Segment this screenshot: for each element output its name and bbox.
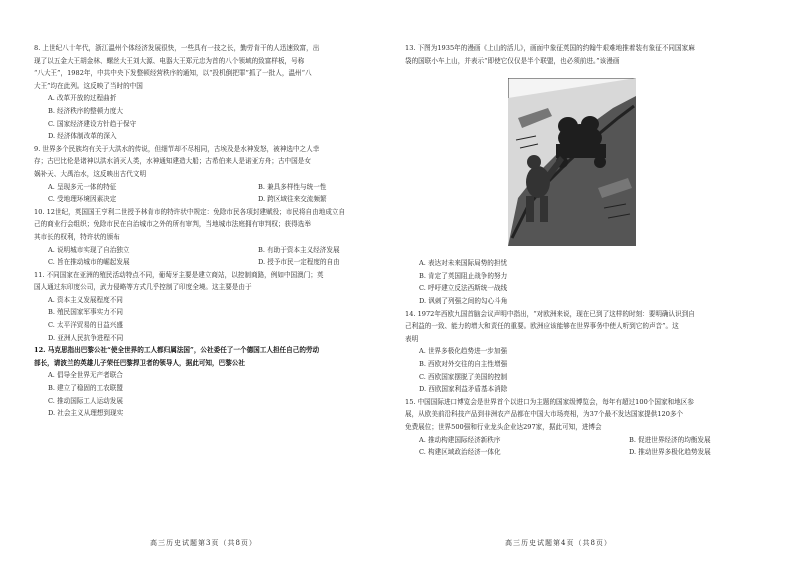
q9-option-b: B. 兼具多样性与统一性 bbox=[258, 182, 327, 191]
q14-stem-line-1: 14. 1972年西欧九国首脑会议声明中指出，“对欧洲来说，现在已到了这样的时刻：要明确认识到自 bbox=[405, 309, 695, 318]
q13-option-b: B. 肯定了英国阻止战争的努力 bbox=[419, 271, 508, 280]
q15-stem-line-2: 展，从欧美前沿科技产品到非洲农产品都在中国大市场亮相，为37个最不发达国家提供120多个 bbox=[405, 410, 684, 419]
q15-option-a: A. 推动构建国际经济新秩序 bbox=[419, 435, 501, 444]
q12-option-d: D. 社会主义从理想到现实 bbox=[48, 409, 124, 418]
page-footer-left: 高三历史试题第3页（共8页） bbox=[150, 539, 257, 547]
q8-option-a: A. 改革开放的过程曲折 bbox=[48, 94, 117, 103]
q10-stem-line-1: 10. 12世纪，英国国王亨利二世授予林肯市的特许状中规定：免除市民各项封建赋役；市民将自由地成立自 bbox=[34, 207, 346, 216]
q9-stem-line-1: 9. 世界多个民族均有关于大洪水的传说，但细节却不尽相同，古埃及是水神发怒，被神选中之人幸 bbox=[34, 144, 320, 153]
page-footer-right: 高三历史试题第4页（共8页） bbox=[505, 539, 612, 547]
q10-option-c: C. 旨在推动城市的崛起发展 bbox=[48, 258, 130, 267]
q15-stem-line-1: 15. 中国国际进口博览会是世界首个以进口为主题的国家级博览会，每年有超过100个国家和地区参 bbox=[405, 397, 694, 406]
q10-stem-line-3: 其市长的权利，特许状的颁布 bbox=[34, 232, 120, 241]
q12-option-b: B. 建立了稳固的工农联盟 bbox=[48, 384, 123, 393]
question-14 bbox=[405, 308, 755, 396]
q11-option-a: A. 资本主义发展程度不同 bbox=[48, 295, 123, 304]
q15-options-row-1 bbox=[405, 434, 755, 447]
question-11 bbox=[34, 269, 379, 345]
question-9 bbox=[34, 143, 379, 206]
exam-page-4 bbox=[397, 0, 794, 562]
q11-option-d: D. 亚洲人民抗争进程不同 bbox=[48, 333, 124, 342]
q10-option-d: D. 授予市民一定程度的自由 bbox=[258, 258, 340, 267]
q8-stem-line-1: 8. 上世纪八十年代，浙江温州个体经济发展很快，一些具有一技之长，勤劳肯干的人迅速致富，出 bbox=[34, 44, 320, 52]
question-15 bbox=[405, 396, 755, 459]
q9-options-row-1 bbox=[34, 181, 379, 194]
q10-options-row-1 bbox=[34, 244, 379, 257]
q11-stem-line-2: 国人通过东印度公司，武力侵略等方式几乎控制了印度全境。这主要是由于 bbox=[34, 283, 252, 292]
q12-stem-line-2: 部长，请波兰的英雄儿子荣任巴黎捍卫者的领导人，据此可知，巴黎公社 bbox=[34, 358, 245, 367]
q13-stem-line-2: 袋的国联小车上山，并表示“即使它仅仅是半个联盟，也必须前进。”该漫画 bbox=[405, 56, 620, 65]
q8-option-b: B. 经济秩序的整顿力度大 bbox=[48, 106, 123, 115]
q8-option-c: C. 国家经济建设方针趋于保守 bbox=[48, 119, 137, 128]
q14-stem-line-2: 己利益的一致、能力的增大和责任的重要。欧洲应该能够在世界事务中使人听到它的声音”。这 bbox=[405, 322, 679, 331]
q14-option-c: C. 西欧国家摆脱了美国的控制 bbox=[419, 372, 508, 381]
q8-stem-line-2: 现了以五金大王胡金林、螺丝大王刘大源、电器大王郑元忠为首的八个领域的致富样板，号称 bbox=[34, 56, 305, 65]
q13-option-d: D. 讽刺了列强之间的勾心斗角 bbox=[419, 296, 508, 305]
q10-option-a: A. 说明城市实现了自治独立 bbox=[48, 245, 130, 254]
q14-stem-line-3: 表明 bbox=[405, 334, 419, 343]
q9-option-d: D. 跨区域往来交流频繁 bbox=[258, 195, 327, 204]
q9-option-c: C. 受地理环境因素决定 bbox=[48, 195, 117, 204]
q12-stem-line-1: 12. 马克思指出巴黎公社“使全世界的工人都归属法国”，公社委任了一个德国工人担任自己的劳动 bbox=[34, 346, 320, 355]
q9-options-row-2 bbox=[34, 193, 379, 206]
q15-option-b: B. 促进世界经济的均衡发展 bbox=[629, 435, 711, 444]
q15-stem-line-3: 免费展位；世界500强和行业龙头企业达297家，据此可知，进博会 bbox=[405, 422, 602, 431]
q15-option-d: D. 推动世界多极化趋势发展 bbox=[629, 448, 711, 457]
q8-stem-line-3: “八大王”，1982年，中共中央下发整顿经营秩序的通知，以“投机倒把罪”抓了一批人，温州“八 bbox=[34, 69, 312, 78]
q11-stem-line-1: 11. 不同国家在亚洲的殖民活动特点不同，葡萄牙主要是建立商站，以控制商路，例如中国澳门；英 bbox=[34, 270, 324, 279]
q14-option-b: B. 西欧对外交往的自主性增强 bbox=[419, 359, 508, 368]
q12-option-a: A. 倡导全世界无产者联合 bbox=[48, 371, 123, 380]
q8-stem-line-4: 大王”均在此列。这反映了当时的中国 bbox=[34, 81, 143, 90]
q13-stem-line-1: 13. 下图为1935年的漫画《上山的活儿》，画面中象征英国的约翰牛艰难地推着装有象征不同国家麻 bbox=[405, 44, 695, 52]
q9-option-a: A. 呈现多元一体的特征 bbox=[48, 182, 117, 191]
q10-options-row-2 bbox=[34, 256, 379, 269]
question-8 bbox=[34, 42, 379, 143]
q15-option-c: C. 构建区域政治经济一体化 bbox=[419, 448, 501, 457]
question-12 bbox=[34, 344, 379, 420]
q15-options-row-2 bbox=[405, 446, 755, 459]
q14-option-a: A. 世界多极化趋势进一步加强 bbox=[419, 347, 508, 356]
q11-option-b: B. 殖民国家军事实力不同 bbox=[48, 308, 123, 317]
cartoon-illustration bbox=[508, 78, 636, 246]
q9-stem-line-2: 存；古巴比伦是诸神以洪水消灭人类，水神通知建造大船；古希伯来人是诺亚方舟；古中国是女 bbox=[34, 157, 311, 166]
questions-column-left bbox=[34, 42, 379, 420]
q13-option-a: A. 表达对未来国际局势的担忧 bbox=[419, 259, 508, 268]
q13-option-c: C. 呼吁建立反法西斯统一战线 bbox=[419, 284, 508, 293]
question-10 bbox=[34, 206, 379, 269]
q14-option-d: D. 西欧国家利益矛盾基本消除 bbox=[419, 385, 508, 394]
q10-stem-line-2: 己的商业行会组织；免除市民在自治城市之外的所有审判，当地城市法庭拥有审判权；获得选举 bbox=[34, 220, 311, 229]
q12-option-c: C. 推动国际工人运动发展 bbox=[48, 396, 123, 405]
q8-option-d: D. 经济体制改革的深入 bbox=[48, 132, 117, 141]
q9-stem-line-3: 娲补天、大禹治水，这反映出古代文明 bbox=[34, 169, 147, 178]
q10-option-b: B. 有助于资本主义经济发展 bbox=[258, 245, 340, 254]
q11-option-c: C. 太平洋贸易的日益兴盛 bbox=[48, 321, 123, 330]
